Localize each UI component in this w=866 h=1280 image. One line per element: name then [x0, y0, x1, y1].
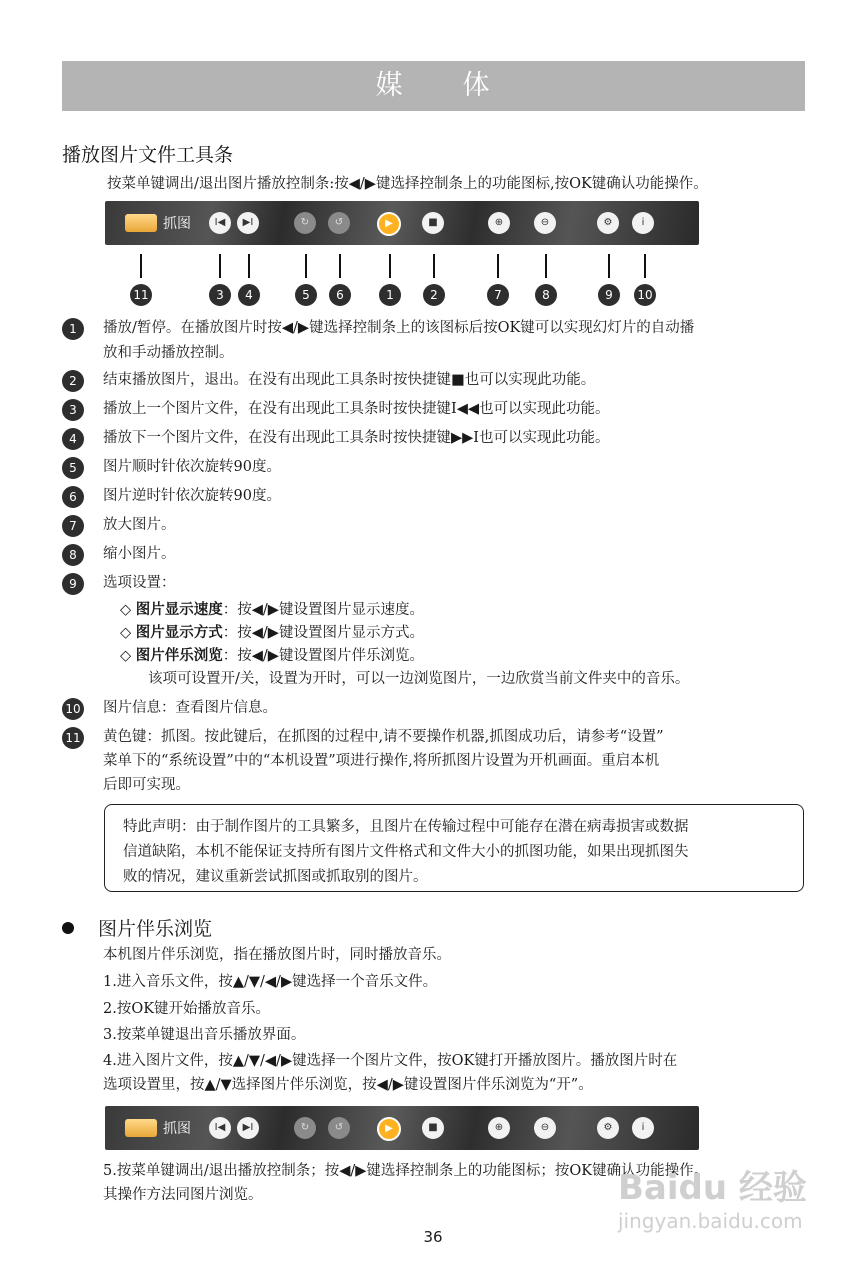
- option-text: ：按◀/▶键设置图片伴乐浏览。: [222, 648, 424, 664]
- callout-number: 10: [634, 284, 656, 306]
- stop-icon[interactable]: ■: [422, 1117, 444, 1139]
- notice-box: [104, 804, 804, 892]
- item-text: 播放下一个图片文件，在没有出现此工具条时按快捷键▶▶I也可以实现此功能。: [103, 430, 610, 446]
- watermark-logo: Baidu 经验: [618, 1168, 807, 1208]
- next-icon[interactable]: ▶I: [237, 1117, 259, 1139]
- photo-toolbar: [105, 1106, 699, 1150]
- section-title-toolbar: 播放图片文件工具条: [62, 144, 234, 166]
- rotate-ccw-icon[interactable]: ↺: [328, 212, 350, 234]
- item-text: 选项设置：: [103, 575, 176, 591]
- callout-line: [248, 254, 250, 278]
- stop-icon[interactable]: ■: [422, 212, 444, 234]
- item-number: 6: [62, 486, 84, 508]
- item-text: 图片顺时针依次旋转90度。: [103, 459, 281, 475]
- info-icon[interactable]: i: [632, 1117, 654, 1139]
- step-text: 选项设置里，按▲/▼选择图片伴乐浏览，按◀/▶键设置图片伴乐浏览为“开”。: [103, 1077, 593, 1093]
- option-row: [120, 598, 424, 622]
- info-icon[interactable]: i: [632, 212, 654, 234]
- notice-line: 特此声明：由于制作图片的工具繁多，且图片在传输过程中可能存在潜在病毒损害或数据: [123, 819, 689, 835]
- watermark: [618, 1160, 807, 1233]
- rotate-cw-icon[interactable]: ↻: [294, 1117, 316, 1139]
- play-icon[interactable]: ▶: [377, 212, 401, 236]
- step-text: 其操作方法同图片浏览。: [103, 1187, 263, 1203]
- item-number: 3: [62, 399, 84, 421]
- prev-icon[interactable]: I◀: [209, 1117, 231, 1139]
- rotate-cw-icon[interactable]: ↻: [294, 212, 316, 234]
- section-title-music-browse: 图片伴乐浏览: [98, 918, 213, 940]
- settings-icon[interactable]: ⚙: [597, 212, 619, 234]
- capture-label: 抓图: [163, 216, 191, 232]
- step-text: 5.按菜单键调出/退出播放控制条；按◀/▶键选择控制条上的功能图标；按OK键确认功能操作。: [103, 1163, 709, 1179]
- callout-number: 5: [295, 284, 317, 306]
- item-number: 11: [62, 727, 84, 749]
- prev-icon[interactable]: I◀: [209, 212, 231, 234]
- item-text: 图片逆时针依次旋转90度。: [103, 488, 281, 504]
- page-number: 36: [423, 1228, 443, 1246]
- zoom-in-icon[interactable]: ⊕: [488, 1117, 510, 1139]
- callout-number: 6: [329, 284, 351, 306]
- settings-icon[interactable]: ⚙: [597, 1117, 619, 1139]
- item-text: 黄色键：抓图。按此键后，在抓图的过程中,请不要操作机器,抓图成功后，请参考“设置”: [103, 729, 664, 745]
- section-intro: 本机图片伴乐浏览，指在播放图片时，同时播放音乐。: [103, 947, 451, 963]
- play-icon[interactable]: ▶: [377, 1117, 401, 1141]
- notice-line: 败的情况，建议重新尝试抓图或抓取别的图片。: [123, 869, 428, 885]
- zoom-in-icon[interactable]: ⊕: [488, 212, 510, 234]
- callout-number: 1: [379, 284, 401, 306]
- step-text: 1.进入音乐文件，按▲/▼/◀/▶键选择一个音乐文件。: [103, 974, 438, 990]
- callout-line: [497, 254, 499, 278]
- callout-number: 2: [423, 284, 445, 306]
- option-note: 该项可设置开/关，设置为开时，可以一边浏览图片，一边欣赏当前文件夹中的音乐。: [148, 671, 690, 687]
- option-text: ：按◀/▶键设置图片显示方式。: [222, 625, 424, 641]
- rotate-ccw-icon[interactable]: ↺: [328, 1117, 350, 1139]
- callout-number: 7: [487, 284, 509, 306]
- callout-line: [219, 254, 221, 278]
- bullet-icon: [62, 922, 74, 934]
- callout-number: 11: [130, 284, 152, 306]
- next-icon[interactable]: ▶I: [237, 212, 259, 234]
- item-number: 2: [62, 370, 84, 392]
- callout-line: [545, 254, 547, 278]
- option-label: 图片显示方式: [135, 624, 223, 641]
- item-number: 10: [62, 698, 84, 720]
- step-text: 4.进入图片文件，按▲/▼/◀/▶键选择一个图片文件，按OK键打开播放图片。播放图片时在: [103, 1053, 678, 1069]
- step-text: 3.按菜单键退出音乐播放界面。: [103, 1027, 306, 1043]
- diamond-icon: ◇: [120, 648, 132, 664]
- item-text: 菜单下的“系统设置”中的“本机设置”项进行操作,将所抓图片设置为开机画面。重启本机: [103, 753, 660, 769]
- section-intro: 按菜单键调出/退出图片播放控制条:按◀/▶键选择控制条上的功能图标,按OK键确认功能操作。: [107, 176, 708, 192]
- diamond-icon: ◇: [120, 602, 132, 618]
- callout-number: 4: [238, 284, 260, 306]
- callout-number: 8: [535, 284, 557, 306]
- item-text: 放和手动播放控制。: [103, 345, 234, 361]
- callout-line: [339, 254, 341, 278]
- diamond-icon: ◇: [120, 625, 132, 641]
- zoom-out-icon[interactable]: ⊖: [534, 1117, 556, 1139]
- watermark-url: jingyan.baidu.com: [618, 1209, 803, 1233]
- zoom-out-icon[interactable]: ⊖: [534, 212, 556, 234]
- capture-icon[interactable]: [125, 1119, 157, 1137]
- item-text: 后即可实现。: [103, 777, 190, 793]
- item-number: 9: [62, 573, 84, 595]
- callout-number: 3: [209, 284, 231, 306]
- step-text: 2.按OK键开始播放音乐。: [103, 1001, 271, 1017]
- callout-line: [305, 254, 307, 278]
- item-text: 图片信息：查看图片信息。: [103, 700, 277, 716]
- item-number: 1: [62, 318, 84, 340]
- notice-line: 信道缺陷，本机不能保证支持所有图片文件格式和文件大小的抓图功能，如果出现抓图失: [123, 844, 689, 860]
- callout-line: [140, 254, 142, 278]
- item-text: 放大图片。: [103, 517, 176, 533]
- page-title: 媒 体: [375, 70, 492, 101]
- callout-number: 9: [598, 284, 620, 306]
- option-row: [120, 621, 424, 645]
- capture-label: 抓图: [163, 1121, 191, 1137]
- item-number: 8: [62, 544, 84, 566]
- callout-line: [389, 254, 391, 278]
- notice-text: [123, 815, 793, 890]
- callout-line: [644, 254, 646, 278]
- item-number: 7: [62, 515, 84, 537]
- item-text: 播放上一个图片文件，在没有出现此工具条时按快捷键I◀◀也可以实现此功能。: [103, 401, 610, 417]
- page-title-banner: [62, 61, 805, 111]
- callout-line: [433, 254, 435, 278]
- callout-line: [608, 254, 610, 278]
- item-number: 4: [62, 428, 84, 450]
- option-label: 图片显示速度: [135, 601, 223, 618]
- item-number: 5: [62, 457, 84, 479]
- item-text: 缩小图片。: [103, 546, 176, 562]
- photo-toolbar: [105, 201, 699, 245]
- option-text: ：按◀/▶键设置图片显示速度。: [222, 602, 424, 618]
- item-text: 播放/暂停。在播放图片时按◀/▶键选择控制条上的该图标后按OK键可以实现幻灯片的自动播: [103, 320, 695, 336]
- capture-icon[interactable]: [125, 214, 157, 232]
- item-text: 结束播放图片，退出。在没有出现此工具条时按快捷键■也可以实现此功能。: [103, 372, 596, 388]
- option-label: 图片伴乐浏览: [135, 647, 223, 664]
- option-row: [120, 644, 424, 668]
